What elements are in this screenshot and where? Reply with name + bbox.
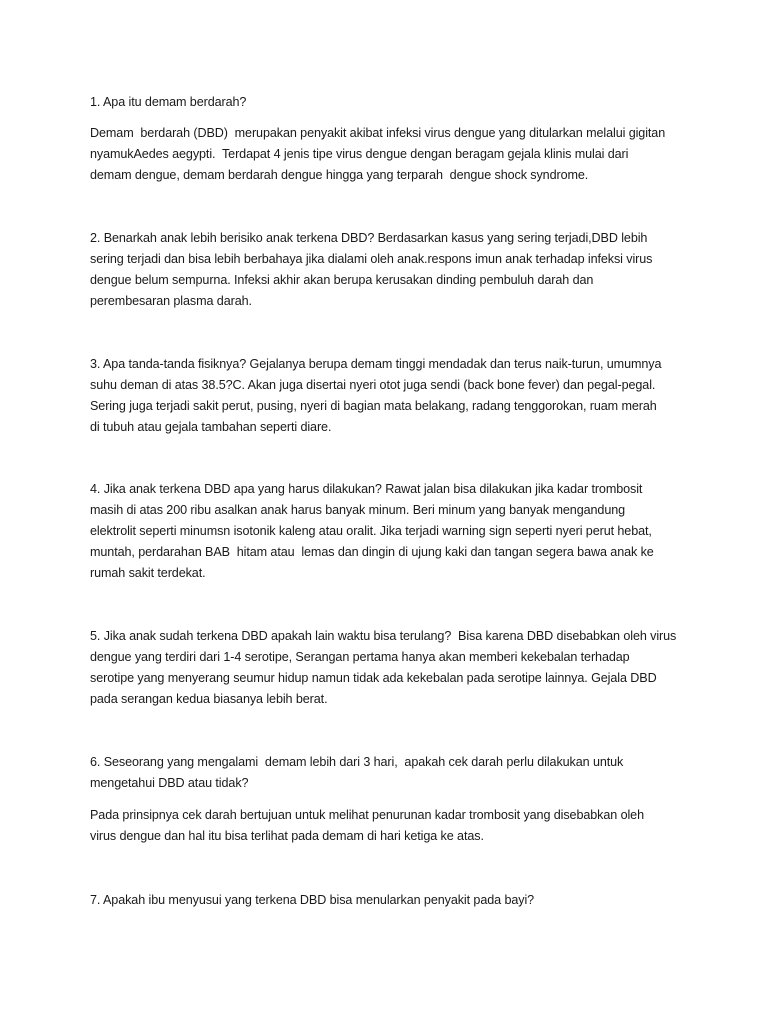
question-3: 3. Apa tanda-tanda fisiknya? Gejalanya berupa demam tinggi mendadak dan terus naik-turun, umumnya suhu deman di atas 38.5?C. Akan juga disertai nyeri otot juga sendi (back bone fever) dan pegal-pegal. Sering juga terjadi sakit perut, pusing, nyeri di bagian mata belakang, radang tenggorokan, ruam merah di tubuh atau gejala tambahan seperti diare. [90,357,662,434]
question-4: 4. Jika anak terkena DBD apa yang harus dilakukan? Rawat jalan bisa dilakukan jika kadar trombosit masih di atas 200 ribu asalkan anak harus banyak minum. Beri minum yang banyak mengandung elektrolit seperti minumsn isotonik kaleng atau oralit. Jika terjadi warning sign seperti nyeri perut hebat, muntah, perdarahan BAB hitam atau lemas dan dingin di ujung kaki dan tangan segera bawa anak ke rumah sakit terdekat. [90,482,654,580]
question-7: 7. Apakah ibu menyusui yang terkena DBD bisa menularkan penyakit pada bayi? [90,893,535,907]
answer-1: Demam berdarah (DBD) merupakan penyakit akibat infeksi virus dengue yang ditularkan melalui gigitan nyamukAedes aegypti. Terdapat 4 jenis tipe virus dengue dengan beragam gejala klinis mulai dari demam dengue, demam berdarah dengue hingga yang terparah dengue shock syndrome. [90,126,666,182]
question-5: 5. Jika anak sudah terkena DBD apakah lain waktu bisa terulang? Bisa karena DBD disebabkan oleh virus dengue yang terdiri dari 1-4 serotipe, Serangan pertama hanya akan memberi kekebalan terhadap serotipe yang menyerang seumur hidup namun tidak ada kekebalan pada serotipe lainnya. Gejala DBD pada serangan kedua biasanya lebih berat. [90,629,677,706]
answer-6: Pada prinsipnya cek darah bertujuan untuk melihat penurunan kadar trombosit yang disebabkan oleh virus dengue dan hal itu bisa terlihat pada demam di hari ketiga ke atas. [90,808,644,843]
question-1: 1. Apa itu demam berdarah? [90,95,247,109]
question-2: 2. Benarkah anak lebih berisiko anak terkena DBD? Berdasarkan kasus yang sering terjadi,DBD lebih sering terjadi dan bisa lebih berbahaya jika dialami oleh anak.respons imun anak terhadap infeksi virus dengue belum sempurna. Infeksi akhir akan berupa kerusakan dinding pembuluh darah dan perembesaran plasma darah. [90,231,653,308]
question-6: 6. Seseorang yang mengalami demam lebih dari 3 hari, apakah cek darah perlu dilakukan untuk mengetahui DBD atau tidak? [90,755,624,790]
